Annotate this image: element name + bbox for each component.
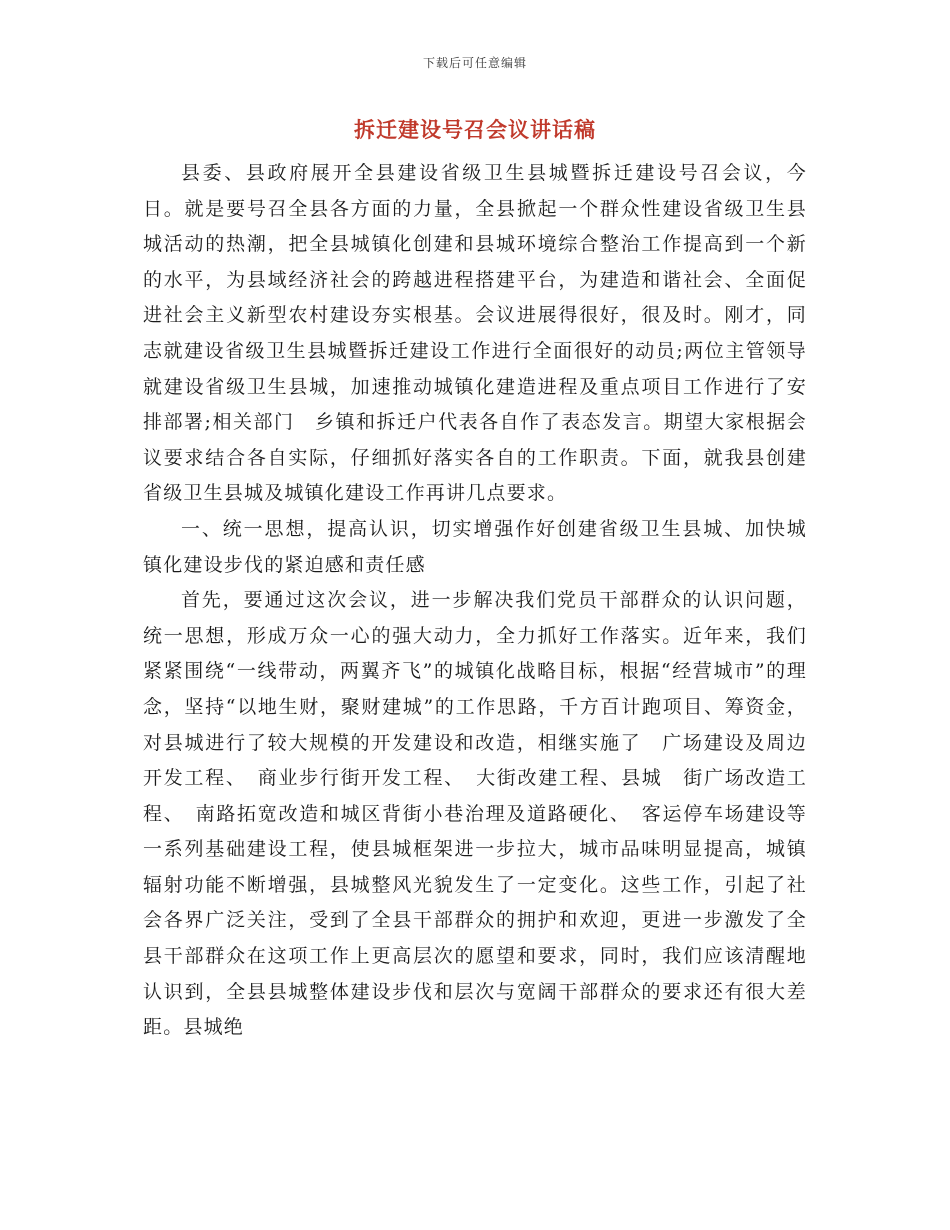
document-title: 拆迁建设号召会议讲话稿 bbox=[354, 117, 596, 142]
section-heading-1: 一、统一思想，提高认识，切实增强作好创建省级卫生县城、加快城镇化建设步伐的紧迫感和责任感 bbox=[143, 517, 807, 576]
document-body bbox=[143, 156, 807, 1046]
paragraph-first: 首先，要通过这次会议，进一步解决我们党员干部群众的认识问题，统一思想，形成万众一心的强大动力，全力抓好工作落实。近年来，我们紧紧围绕“一线带动，两翼齐飞”的城镇化战略目标，根据“经营城市”的理念，坚持“以地生财，聚财建城”的工作思路，千方百计跑项目、筹资金，对县城进行了较大规模的开发建设和改造，相继实施了 广场建设及周边开发工程、 商业步行街开发工程、 大街改建工程、县城 街广场改造工程、 南路拓宽改造和城区背街小巷治理及道路硬化、 客运停车场建设等一系列基础建设工程，使县城框架进一步拉大，城市品味明显提高，城镇辐射功能不断增强，县城整风光貌发生了一定变化。这些工作，引起了社会各界广泛关注，受到了全县干部群众的拥护和欢迎，更进一步激发了全县干部群众在这项工作上更高层次的愿望和要求，同时，我们应该清醒地认识到，全县县城整体建设步伐和层次与宽阔干部群众的要求还有很大差距。县城绝 bbox=[143, 589, 807, 1039]
header-note: 下载后可任意编辑 bbox=[422, 56, 527, 70]
paragraph-intro: 县委、县政府展开全县建设省级卫生县城暨拆迁建设号召会议，今日。就是要号召全县各方面的力量，全县掀起一个群众性建设省级卫生县城活动的热潮，把全县城镇化创建和县城环境综合整治工作提高到一个新的水平，为县域经济社会的跨越进程搭建平台，为建造和谐社会、全面促进社会主义新型农村建设夯实根基。会议进展得很好，很及时。刚才，同志就建设省级卫生县城暨拆迁建设工作进行全面很好的动员;两位主管领导就建设省级卫生县城，加速推动城镇化建造进程及重点项目工作进行了安排部署;相关部门 乡镇和拆迁户代表各自作了表态发言。期望大家根据会议要求结合各自实际，仔细抓好落实各自的工作职责。下面，就我县创建省级卫生县城及城镇化建设工作再讲几点要求。 bbox=[143, 162, 807, 505]
